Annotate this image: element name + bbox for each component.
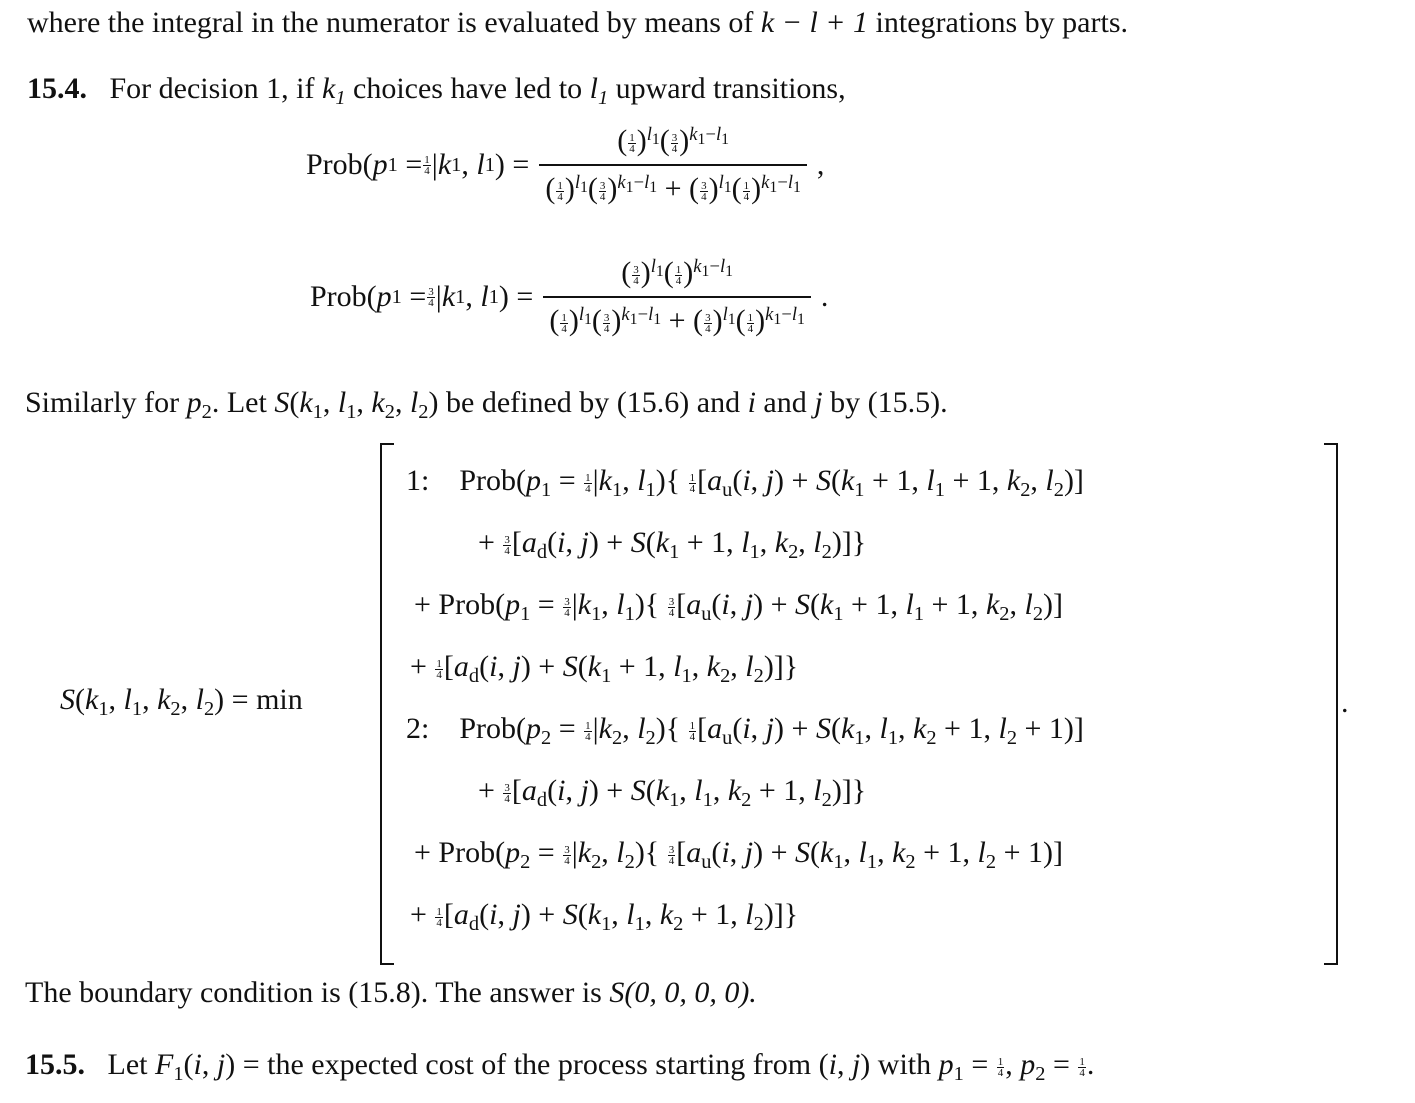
case2-line4: + $\frac{1}{4}$ [$a_d(i$, $j) + S(k_1$, $l_1$, $k_2 + 1$, $l_2$)]}	[410, 898, 799, 936]
equation-prob-three-quarters: Prob( p 1 = 3 4 | k 1 , l 1 ) = ( $\frac{3}{4}$ )$^{l_1}$( $\frac{1}{4}$ )$^{k_1-l_1}$ ( $\frac{1}{4}$ )$^{l_1}$( $\frac{3}{4}$ )$^{k_1-l_1}$ + ( $\frac{3}{4}$ )$^{l_1}$( $\frac{1}{4}$ )$^{k_1-l_1}$ .	[310, 255, 829, 337]
min-operator: min	[256, 683, 303, 716]
exercise-15-5-heading: 15.5. Let $F_1(i$, j) = the expected cost of the process starting from (i, j) with $p_1$ = $\frac{1}{4}$ , $p_2$ = $\frac{1}{4}$ .	[25, 1048, 1095, 1086]
case1-line1: 1: $Prob(p_1$ = $\frac{1}{4}$ $|k_1$, $l_1$){ $\frac{1}{4}$ [$a_u(i$, $j) + S(k_1 + 1$, $l_1 + 1$, $k_2$, $l_2$)]	[406, 464, 1084, 502]
equation-prob-quarter: Prob( p 1 = 1 4 | k 1 , l 1 ) = ( $\frac{1}{4}$ )$^{l_1}$( $\frac{3}{4}$ )$^{k_1-l_1}$ ( $\frac{1}{4}$ )$^{l_1}$( $\frac{3}{4}$ )$^{k_1-l_1}$ + ( $\frac{3}{4}$ )$^{l_1}$( $\frac{1}{4}$ )$^{k_1-l_1}$ ,	[306, 123, 825, 205]
math-k-l-1: k − l + 1	[760, 6, 869, 39]
text-line-intro: where the integral in the numerator is evaluated by means of k − l + 1 integrations by parts.	[27, 6, 1128, 39]
text-line-similarly: Similarly for $p_2$. Let $S(k_1$, $l_1$, $k_2$, $l_2$) be defined by (15.6) and i and j by (15.5).	[25, 386, 948, 424]
exercise-number: 15.4.	[27, 72, 87, 105]
fraction: ( $\frac{1}{4}$ )$^{l_1}$( $\frac{3}{4}$ )$^{k_1-l_1}$ ( $\frac{1}{4}$ )$^{l_1}$( $\frac{3}{4}$ )$^{k_1-l_1}$ + ( $\frac{3}{4}$ )$^{l_1}$( $\frac{1}{4}$ )$^{k_1-l_1}$	[539, 124, 807, 206]
recursion-lhs: $S(k_1$, $l_1$, $k_2$, $l_2) = \min$	[60, 683, 303, 721]
text-line-boundary: The boundary condition is (15.8). The answer is S(0, 0, 0, 0).	[25, 976, 757, 1009]
right-bracket	[1324, 443, 1338, 965]
case2-line2: + $\frac{3}{4}$ [$a_d(i$, $j) + S(k_1$, $l_1$, $k_2 + 1$, $l_2$)]}	[478, 774, 867, 812]
case2-line3: + $Prob(p_2$ = $\frac{3}{4}$ $|k_2$, $l_2$){ $\frac{3}{4}$ [$a_u(i$, $j) + S(k_1$, $l_1$, $k_2 + 1$, $l_2 + 1$)]	[414, 836, 1063, 874]
exercise-number: 15.5.	[25, 1048, 85, 1081]
case1-line4: + $\frac{1}{4}$ [$a_d(i$, $j) + S(k_1 + 1$, $l_1$, $k_2$, $l_2$)]}	[410, 650, 799, 688]
fraction: ( $\frac{3}{4}$ )$^{l_1}$( $\frac{1}{4}$ )$^{k_1-l_1}$ ( $\frac{1}{4}$ )$^{l_1}$( $\frac{3}{4}$ )$^{k_1-l_1}$ + ( $\frac{3}{4}$ )$^{l_1}$( $\frac{1}{4}$ )$^{k_1-l_1}$	[543, 256, 811, 338]
case2-line1: 2: $Prob(p_2$ = $\frac{1}{4}$ $|k_2$, $l_2$){ $\frac{1}{4}$ [$a_u(i$, $j) + S(k_1$, $l_1$, $k_2 + 1$, $l_2 + 1$)]	[406, 712, 1084, 750]
case1-line3: + $Prob(p_1$ = $\frac{3}{4}$ $|k_1$, $l_1$){ $\frac{3}{4}$ [$a_u(i$, $j) + S(k_1 + 1$, $l_1 + 1$, $k_2$, $l_2$)]	[414, 588, 1063, 626]
left-bracket	[380, 443, 394, 965]
case1-line2: + $\frac{3}{4}$ [$a_d(i$, $j) + S(k_1 + 1$, $l_1$, $k_2$, $l_2$)]}	[478, 526, 867, 564]
answer-value: S(0, 0, 0, 0).	[609, 976, 757, 1009]
exercise-15-4-heading: 15.4. For decision 1, if $k_1$ choices have led to $l_1$ upward transitions,	[27, 72, 846, 110]
trailing-period: .	[1341, 686, 1349, 719]
